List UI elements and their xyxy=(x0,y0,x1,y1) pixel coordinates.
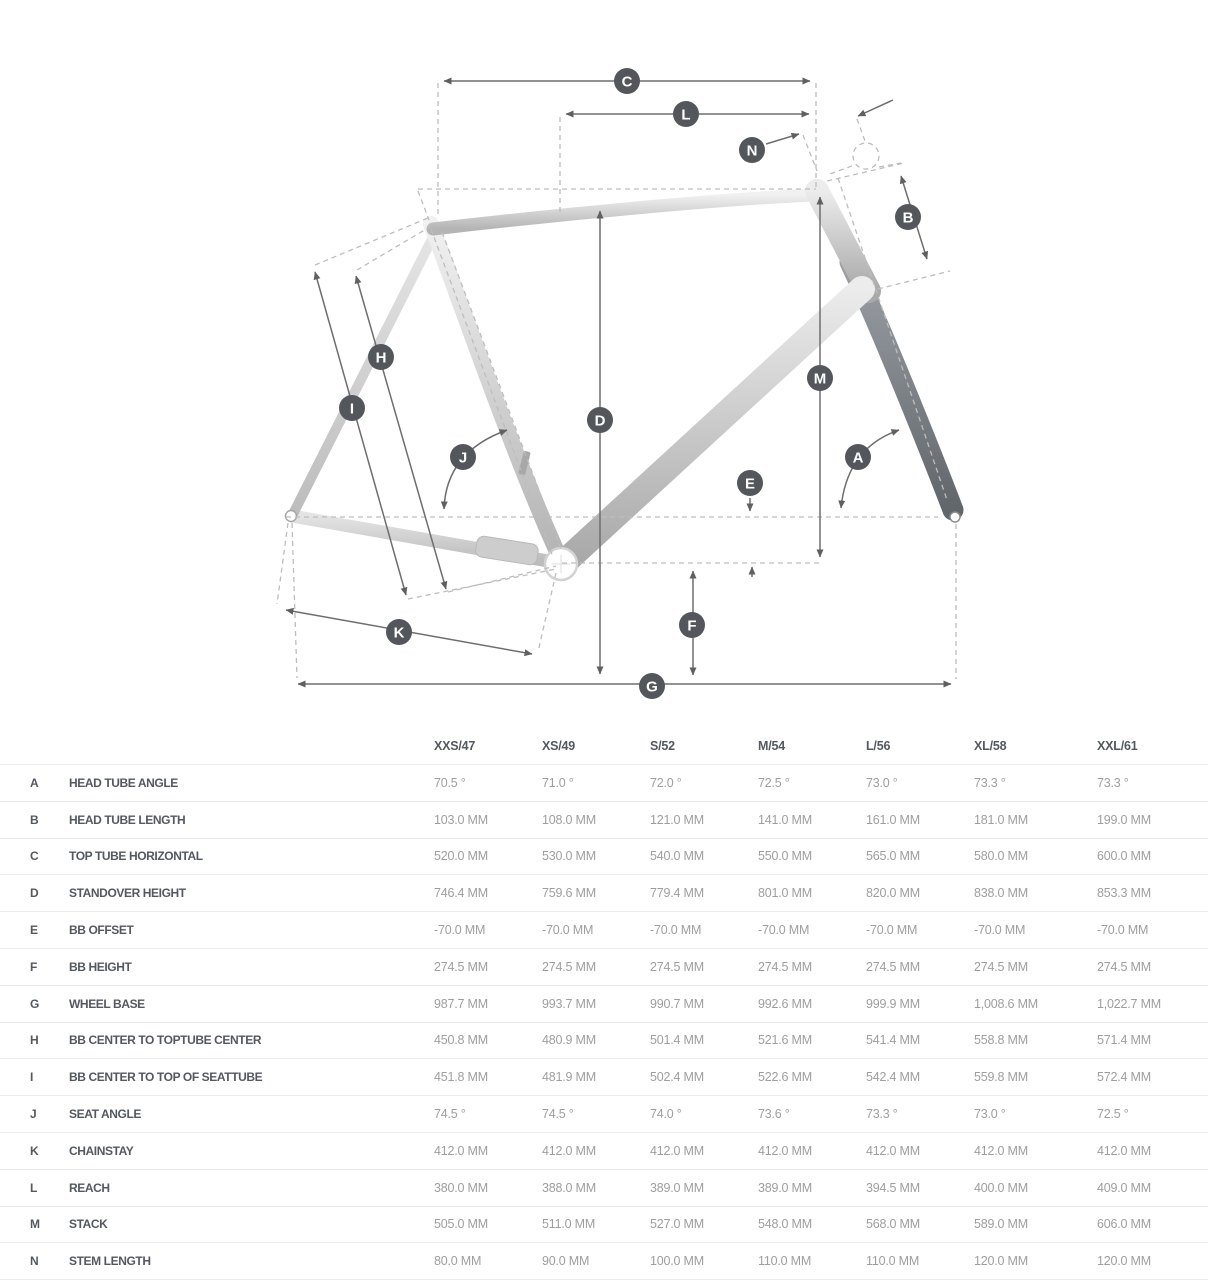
geometry-value: 110.0 MM xyxy=(866,1254,920,1269)
geometry-value: 853.3 MM xyxy=(1097,886,1151,901)
geometry-value: 505.0 MM xyxy=(434,1217,488,1232)
geometry-value: 511.0 MM xyxy=(542,1217,596,1232)
geometry-value: 606.0 MM xyxy=(1097,1217,1151,1232)
geometry-value: 540.0 MM xyxy=(650,849,704,864)
geometry-value: 409.0 MM xyxy=(1097,1180,1151,1195)
down-tube xyxy=(569,289,862,558)
row-label: HEAD TUBE LENGTH xyxy=(69,812,186,827)
diagram-label-D xyxy=(587,407,613,433)
geometry-value: 558.8 MM xyxy=(974,1033,1028,1048)
diagram-label-F xyxy=(679,612,705,638)
geometry-row-I xyxy=(0,1058,1208,1095)
row-label: STANDOVER HEIGHT xyxy=(69,886,186,901)
measure-J-seat-angle-arc xyxy=(444,430,507,509)
geometry-value: 120.0 MM xyxy=(1097,1254,1151,1269)
geometry-value: 568.0 MM xyxy=(866,1217,920,1232)
row-label: BB CENTER TO TOPTUBE CENTER xyxy=(69,1033,262,1048)
geometry-row-C xyxy=(0,838,1208,875)
geometry-row-L xyxy=(0,1169,1208,1206)
geometry-value: 542.4 MM xyxy=(866,1070,920,1085)
geometry-value: 74.5 ° xyxy=(434,1107,466,1122)
row-letter: B xyxy=(30,812,39,827)
row-letter: J xyxy=(30,1107,37,1122)
row-letter: L xyxy=(30,1180,38,1195)
svg-text:N: N xyxy=(746,142,758,160)
geometry-value: 746.4 MM xyxy=(434,886,488,901)
geometry-value: 992.6 MM xyxy=(758,996,812,1011)
geometry-row-F xyxy=(0,948,1208,985)
measure-A-head-angle-arc xyxy=(841,430,899,508)
geometry-value: -70.0 MM xyxy=(542,923,594,938)
size-column-header: XXS/47 xyxy=(434,739,476,753)
svg-text:C: C xyxy=(621,73,633,91)
geometry-value: 838.0 MM xyxy=(974,886,1028,901)
geometry-value: 274.5 MM xyxy=(542,959,596,974)
geometry-value: 394.5 MM xyxy=(866,1180,920,1195)
geometry-value: 181.0 MM xyxy=(974,812,1028,827)
geometry-value: 572.4 MM xyxy=(1097,1070,1151,1085)
geometry-value: 993.7 MM xyxy=(542,996,596,1011)
svg-text:J: J xyxy=(458,449,468,467)
geometry-value: 521.6 MM xyxy=(758,1033,812,1048)
geometry-value: 274.5 MM xyxy=(866,959,920,974)
geometry-value: 161.0 MM xyxy=(866,812,920,827)
geometry-value: 72.5 ° xyxy=(758,775,790,790)
geometry-value: 1,008.6 MM xyxy=(974,996,1039,1011)
geometry-value: 501.4 MM xyxy=(650,1033,704,1048)
geometry-value: 412.0 MM xyxy=(866,1143,920,1158)
svg-text:M: M xyxy=(813,370,827,388)
geometry-value: 90.0 MM xyxy=(542,1254,590,1269)
geometry-value: 74.0 ° xyxy=(650,1107,682,1122)
row-letter: A xyxy=(30,775,39,790)
geometry-value: 600.0 MM xyxy=(1097,849,1151,864)
geometry-value: -70.0 MM xyxy=(650,923,702,938)
geometry-row-K xyxy=(0,1132,1208,1169)
head-tube xyxy=(817,191,869,291)
seatstay-tube xyxy=(292,241,431,516)
geometry-value: -70.0 MM xyxy=(974,923,1026,938)
row-label: WHEEL BASE xyxy=(69,996,145,1011)
geometry-value: 779.4 MM xyxy=(650,886,704,901)
row-letter: E xyxy=(30,923,38,938)
geometry-value: 100.0 MM xyxy=(650,1254,704,1269)
size-column-header: XXL/61 xyxy=(1097,739,1138,753)
geometry-value: 559.8 MM xyxy=(974,1070,1028,1085)
geometry-value: -70.0 MM xyxy=(434,923,486,938)
geometry-value: 502.4 MM xyxy=(650,1070,704,1085)
size-column-header: M/54 xyxy=(758,739,785,753)
svg-text:B: B xyxy=(902,209,914,227)
geometry-value: 541.4 MM xyxy=(866,1033,920,1048)
geometry-value: 412.0 MM xyxy=(974,1143,1028,1158)
geometry-value: 141.0 MM xyxy=(758,812,812,827)
geometry-value: 580.0 MM xyxy=(974,849,1028,864)
row-letter: H xyxy=(30,1033,39,1048)
row-label: STACK xyxy=(69,1217,108,1232)
svg-text:L: L xyxy=(681,106,691,124)
geometry-row-N xyxy=(0,1242,1208,1279)
svg-text:I: I xyxy=(349,400,355,418)
row-label: REACH xyxy=(69,1180,110,1195)
svg-text:H: H xyxy=(375,349,387,367)
geometry-value: 530.0 MM xyxy=(542,849,596,864)
geometry-value: 274.5 MM xyxy=(758,959,812,974)
row-label: BB CENTER TO TOP OF SEATTUBE xyxy=(69,1070,263,1085)
diagram-label-C xyxy=(614,68,640,94)
front-dropout xyxy=(950,512,960,522)
geometry-value: 412.0 MM xyxy=(542,1143,596,1158)
geometry-value: 389.0 MM xyxy=(650,1180,704,1195)
geometry-value: 274.5 MM xyxy=(434,959,488,974)
geometry-value: 480.9 MM xyxy=(542,1033,596,1048)
geometry-value: 820.0 MM xyxy=(866,886,920,901)
geometry-value: 451.8 MM xyxy=(434,1070,488,1085)
row-label: TOP TUBE HORIZONTAL xyxy=(69,849,203,864)
measure-H-toptube-center xyxy=(356,276,446,589)
geometry-value: 73.3 ° xyxy=(866,1107,898,1122)
diagram-label-J xyxy=(450,444,476,470)
geometry-value: 103.0 MM xyxy=(434,812,488,827)
row-letter: K xyxy=(30,1143,39,1158)
geometry-value: 987.7 MM xyxy=(434,996,488,1011)
geometry-value: 527.0 MM xyxy=(650,1217,704,1232)
geometry-value: 121.0 MM xyxy=(650,812,704,827)
geometry-value: 389.0 MM xyxy=(758,1180,812,1195)
svg-text:K: K xyxy=(393,624,405,642)
geometry-value: 481.9 MM xyxy=(542,1070,596,1085)
geometry-row-D xyxy=(0,874,1208,911)
geometry-row-G xyxy=(0,985,1208,1022)
row-label: CHAINSTAY xyxy=(69,1143,134,1158)
geometry-value: 388.0 MM xyxy=(542,1180,596,1195)
geometry-value: 71.0 ° xyxy=(542,775,574,790)
geometry-value: 199.0 MM xyxy=(1097,812,1151,827)
seat-tube xyxy=(431,224,558,554)
geometry-row-B xyxy=(0,801,1208,838)
row-label: SEAT ANGLE xyxy=(69,1107,142,1122)
geometry-value: 801.0 MM xyxy=(758,886,812,901)
geometry-value: 550.0 MM xyxy=(758,849,812,864)
svg-text:E: E xyxy=(744,475,756,493)
svg-text:A: A xyxy=(852,449,864,467)
geometry-value: 999.9 MM xyxy=(866,996,920,1011)
row-label: HEAD TUBE ANGLE xyxy=(69,775,178,790)
row-letter: N xyxy=(30,1254,39,1269)
geometry-value: 73.0 ° xyxy=(974,1107,1006,1122)
geometry-value: -70.0 MM xyxy=(866,923,918,938)
row-letter: I xyxy=(30,1070,34,1085)
diagram-label-A xyxy=(845,444,871,470)
geometry-value: 990.7 MM xyxy=(650,996,704,1011)
geometry-table xyxy=(0,728,1208,1280)
svg-text:D: D xyxy=(594,412,606,430)
geometry-value: 548.0 MM xyxy=(758,1217,812,1232)
row-letter: D xyxy=(30,886,39,901)
downtube-panel xyxy=(475,535,540,565)
geometry-value: 520.0 MM xyxy=(434,849,488,864)
geometry-value: 73.0 ° xyxy=(866,775,898,790)
row-letter: F xyxy=(30,959,38,974)
geometry-value: 450.8 MM xyxy=(434,1033,488,1048)
steerer-pointer xyxy=(858,100,893,116)
diagram-label-N xyxy=(739,137,765,163)
geometry-value: -70.0 MM xyxy=(758,923,810,938)
geometry-value: 108.0 MM xyxy=(542,812,596,827)
diagram-label-H xyxy=(368,344,394,370)
geometry-value: 72.5 ° xyxy=(1097,1107,1129,1122)
geometry-row-H xyxy=(0,1022,1208,1059)
diagram-label-I xyxy=(339,395,365,421)
construction-lines xyxy=(277,83,956,679)
diagram-label-B xyxy=(895,204,921,230)
geometry-value: 589.0 MM xyxy=(974,1217,1028,1232)
geometry-value: 412.0 MM xyxy=(434,1143,488,1158)
diagram-label-E xyxy=(737,470,763,496)
geometry-value: -70.0 MM xyxy=(1097,923,1149,938)
table-header-row xyxy=(0,728,1208,764)
geometry-value: 80.0 MM xyxy=(434,1254,482,1269)
svg-text:G: G xyxy=(646,678,658,696)
size-column-header: XL/58 xyxy=(974,739,1007,753)
dimension-labels xyxy=(339,68,921,699)
geometry-row-A xyxy=(0,764,1208,801)
row-letter: M xyxy=(30,1217,40,1232)
svg-text:F: F xyxy=(687,617,697,635)
geometry-value: 412.0 MM xyxy=(758,1143,812,1158)
diagram-label-L xyxy=(673,101,699,127)
top-tube xyxy=(433,195,812,229)
diagram-label-M xyxy=(807,365,833,391)
geometry-row-J xyxy=(0,1095,1208,1132)
measurement-lines xyxy=(286,81,951,684)
size-column-header: XS/49 xyxy=(542,739,576,753)
rear-dropout xyxy=(286,511,297,522)
row-label: BB OFFSET xyxy=(69,923,134,938)
geometry-value: 522.6 MM xyxy=(758,1070,812,1085)
row-letter: G xyxy=(30,996,40,1011)
geometry-value: 1,022.7 MM xyxy=(1097,996,1162,1011)
geometry-value: 72.0 ° xyxy=(650,775,682,790)
geometry-value: 274.5 MM xyxy=(974,959,1028,974)
geometry-value: 400.0 MM xyxy=(974,1180,1028,1195)
geometry-value: 73.6 ° xyxy=(758,1107,790,1122)
geometry-value: 571.4 MM xyxy=(1097,1033,1151,1048)
geometry-value: 412.0 MM xyxy=(650,1143,704,1158)
row-label: BB HEIGHT xyxy=(69,959,132,974)
diagram-label-G xyxy=(639,673,665,699)
geometry-value: 73.3 ° xyxy=(974,775,1006,790)
bike-frame-illustration xyxy=(286,191,961,580)
size-column-header: S/52 xyxy=(650,739,675,753)
row-label: STEM LENGTH xyxy=(69,1254,151,1269)
row-letter: C xyxy=(30,849,39,864)
geometry-value: 120.0 MM xyxy=(974,1254,1028,1269)
geometry-value: 380.0 MM xyxy=(434,1180,488,1195)
geometry-value: 73.3 ° xyxy=(1097,775,1129,790)
geometry-value: 70.5 ° xyxy=(434,775,466,790)
geometry-value: 74.5 ° xyxy=(542,1107,574,1122)
geometry-value: 110.0 MM xyxy=(758,1254,812,1269)
size-column-header: L/56 xyxy=(866,739,891,753)
geometry-row-M xyxy=(0,1206,1208,1243)
geometry-value: 274.5 MM xyxy=(1097,959,1151,974)
geometry-value: 759.6 MM xyxy=(542,886,596,901)
diagram-label-K xyxy=(386,619,412,645)
geometry-value: 412.0 MM xyxy=(1097,1143,1151,1158)
geometry-value: 565.0 MM xyxy=(866,849,920,864)
geometry-row-E xyxy=(0,911,1208,948)
measure-N-stem xyxy=(766,134,799,144)
geometry-value: 274.5 MM xyxy=(650,959,704,974)
